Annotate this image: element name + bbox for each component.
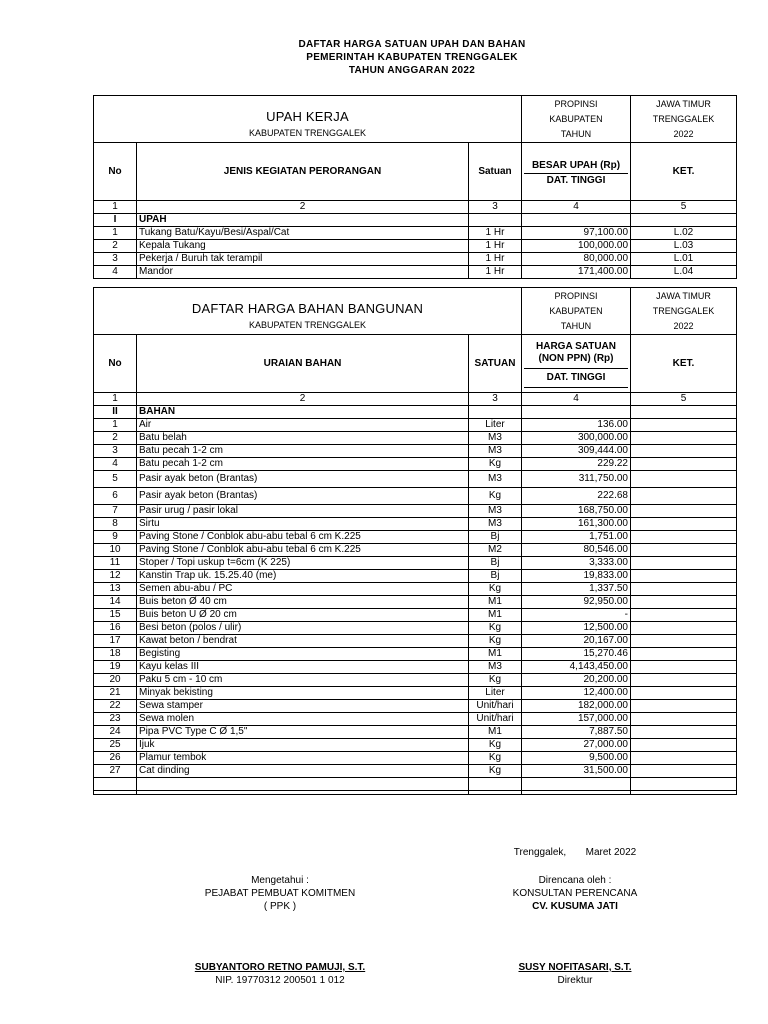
row-price: 136.00 — [522, 419, 631, 432]
row-ket — [631, 432, 737, 445]
upah-kab-value: TRENGGALEK — [652, 113, 715, 124]
bahan-title: DAFTAR HARGA BAHAN BANGUNAN — [191, 301, 424, 316]
row-unit: Unit/hari — [469, 713, 522, 726]
row-unit: Bj — [469, 570, 522, 583]
left-signature-role1: PEJABAT PEMBUAT KOMITMEN — [204, 888, 356, 899]
bahan-idx-cell: 2 — [137, 393, 469, 406]
row-ket — [631, 458, 737, 471]
left-signer-name: SUBYANTORO RETNO PAMUJI, S.T. — [194, 962, 366, 973]
right-signature-role1: KONSULTAN PERENCANA — [512, 888, 638, 899]
table-row — [94, 505, 737, 518]
row-price: 31,500.00 — [522, 765, 631, 778]
table-row — [94, 609, 737, 622]
table-row — [94, 227, 737, 240]
table-row — [94, 488, 737, 505]
row-no: 4 — [94, 458, 137, 471]
left-signature-block — [160, 874, 400, 987]
upah-col-ket: KET. — [631, 143, 737, 201]
row-unit: Kg — [469, 739, 522, 752]
row-no: 1 — [94, 227, 137, 240]
upah-subtitle: KABUPATEN TRENGGALEK — [248, 128, 367, 138]
left-signature-label: Mengetahui : — [251, 875, 309, 886]
table-row — [94, 419, 737, 432]
row-ket — [631, 739, 737, 752]
row-unit: Kg — [469, 752, 522, 765]
table-row — [94, 458, 737, 471]
doc-title-line2: PEMERINTAH KABUPATEN TRENGGALEK — [306, 52, 518, 63]
table-row — [94, 544, 737, 557]
row-name: Paving Stone / Conblok abu-abu tebal 6 cm K.225 — [137, 544, 469, 557]
upah-rows — [94, 227, 737, 279]
row-no: 25 — [94, 739, 137, 752]
row-price: 1,751.00 — [522, 531, 631, 544]
row-ket: L.04 — [631, 266, 737, 279]
row-ket — [631, 687, 737, 700]
upah-tahun-value: 2022 — [673, 128, 694, 139]
bahan-col-dat: DAT. TINGGI — [524, 368, 628, 388]
table-row — [94, 661, 737, 674]
row-ket — [631, 488, 737, 505]
row-price: 97,100.00 — [522, 227, 631, 240]
upah-col-no: No — [94, 143, 137, 201]
row-name: Ijuk — [137, 739, 469, 752]
row-unit: M3 — [469, 518, 522, 531]
bahan-col-ket: KET. — [631, 335, 737, 393]
right-signer-name: SUSY NOFITASARI, S.T. — [518, 962, 632, 973]
row-name: Kayu kelas III — [137, 661, 469, 674]
row-ket — [631, 518, 737, 531]
row-price: 229.22 — [522, 458, 631, 471]
row-unit: M3 — [469, 505, 522, 518]
upah-col-satuan: Satuan — [469, 143, 522, 201]
row-unit: Liter — [469, 419, 522, 432]
row-no: 2 — [94, 432, 137, 445]
row-no: 19 — [94, 661, 137, 674]
bahan-kab-value: TRENGGALEK — [652, 305, 715, 316]
row-ket — [631, 700, 737, 713]
row-ket — [631, 544, 737, 557]
row-price: 157,000.00 — [522, 713, 631, 726]
left-signature-role2: ( PPK ) — [263, 901, 297, 912]
row-ket — [631, 674, 737, 687]
row-unit: M1 — [469, 596, 522, 609]
row-no: 20 — [94, 674, 137, 687]
row-ket — [631, 661, 737, 674]
row-ket — [631, 713, 737, 726]
row-no: 13 — [94, 583, 137, 596]
row-name: Mandor — [137, 266, 469, 279]
row-no: 12 — [94, 570, 137, 583]
row-ket — [631, 531, 737, 544]
row-price: 168,750.00 — [522, 505, 631, 518]
bahan-section-no: II — [94, 406, 137, 419]
bahan-prov-value: JAWA TIMUR — [656, 290, 711, 301]
row-no: 21 — [94, 687, 137, 700]
upah-prov-label: PROPINSI — [554, 98, 598, 109]
row-name: Pekerja / Buruh tak terampil — [137, 253, 469, 266]
upah-col-jenis: JENIS KEGIATAN PERORANGAN — [137, 143, 469, 201]
row-name: Besi beton (polos / ulir) — [137, 622, 469, 635]
row-name: Cat dinding — [137, 765, 469, 778]
row-no: 1 — [94, 419, 137, 432]
row-name: Kawat beton / bendrat — [137, 635, 469, 648]
row-ket — [631, 726, 737, 739]
table-row — [94, 700, 737, 713]
table-row — [94, 687, 737, 700]
doc-title-line3: TAHUN ANGGARAN 2022 — [348, 65, 476, 76]
row-unit: Kg — [469, 488, 522, 505]
row-no: 18 — [94, 648, 137, 661]
row-price: 15,270.46 — [522, 648, 631, 661]
row-price: 222.68 — [522, 488, 631, 505]
bahan-closing-row — [94, 791, 737, 795]
row-price: 80,000.00 — [522, 253, 631, 266]
right-signer-title: Direktur — [557, 975, 593, 986]
table-row — [94, 557, 737, 570]
row-name: Pasir urug / pasir lokal — [137, 505, 469, 518]
row-unit: M3 — [469, 471, 522, 488]
row-price: 80,546.00 — [522, 544, 631, 557]
row-name: Plamur tembok — [137, 752, 469, 765]
table-row — [94, 752, 737, 765]
table-row — [94, 739, 737, 752]
table-row — [94, 674, 737, 687]
row-name: Pipa PVC Type C Ø 1,5" — [137, 726, 469, 739]
row-no: 2 — [94, 240, 137, 253]
upah-title: UPAH KERJA — [266, 109, 349, 124]
bahan-idx-cell: 1 — [94, 393, 137, 406]
upah-tahun-label: TAHUN — [560, 128, 592, 139]
row-ket — [631, 648, 737, 661]
bahan-subtitle: KABUPATEN TRENGGALEK — [248, 320, 367, 330]
left-signer-nip: NIP. 19770312 200501 1 012 — [215, 975, 345, 986]
row-name: Kepala Tukang — [137, 240, 469, 253]
upah-idx-cell: 5 — [631, 201, 737, 214]
row-price: 19,833.00 — [522, 570, 631, 583]
bahan-idx-cell: 3 — [469, 393, 522, 406]
row-price: - — [522, 609, 631, 622]
bahan-tahun-label: TAHUN — [560, 320, 592, 331]
row-unit: M1 — [469, 609, 522, 622]
table-row — [94, 518, 737, 531]
row-price: 1,337.50 — [522, 583, 631, 596]
bahan-rows — [94, 419, 737, 778]
row-no: 22 — [94, 700, 137, 713]
row-no: 4 — [94, 266, 137, 279]
row-unit: Bj — [469, 531, 522, 544]
bahan-idx-cell: 5 — [631, 393, 737, 406]
table-row — [94, 583, 737, 596]
table-row — [94, 765, 737, 778]
bahan-region-values — [631, 288, 737, 335]
row-unit: M3 — [469, 661, 522, 674]
table-row — [94, 713, 737, 726]
row-name: Sewa molen — [137, 713, 469, 726]
row-no: 7 — [94, 505, 137, 518]
row-ket — [631, 765, 737, 778]
row-ket: L.02 — [631, 227, 737, 240]
row-name: Kanstin Trap uk. 15.25.40 (me) — [137, 570, 469, 583]
row-price: 100,000.00 — [522, 240, 631, 253]
right-signature-label: Direncana oleh : — [538, 875, 612, 886]
row-price: 7,887.50 — [522, 726, 631, 739]
upah-section-label: UPAH — [137, 214, 469, 227]
row-unit: Bj — [469, 557, 522, 570]
row-name: Sirtu — [137, 518, 469, 531]
row-unit: Unit/hari — [469, 700, 522, 713]
row-no: 15 — [94, 609, 137, 622]
row-unit: Kg — [469, 674, 522, 687]
doc-title-line1: DAFTAR HARGA SATUAN UPAH DAN BAHAN — [298, 39, 526, 50]
row-no: 24 — [94, 726, 137, 739]
row-name: Batu pecah 1-2 cm — [137, 458, 469, 471]
row-unit: Kg — [469, 765, 522, 778]
row-unit: 1 Hr — [469, 266, 522, 279]
upah-region-labels — [522, 96, 631, 143]
table-row — [94, 726, 737, 739]
row-price: 311,750.00 — [522, 471, 631, 488]
row-no: 26 — [94, 752, 137, 765]
row-price: 309,444.00 — [522, 445, 631, 458]
table-row — [94, 471, 737, 488]
upah-idx-cell: 4 — [522, 201, 631, 214]
row-ket: L.03 — [631, 240, 737, 253]
row-name: Paku 5 cm - 10 cm — [137, 674, 469, 687]
row-name: Semen abu-abu / PC — [137, 583, 469, 596]
row-no: 27 — [94, 765, 137, 778]
row-name: Buis beton U Ø 20 cm — [137, 609, 469, 622]
bahan-prov-label: PROPINSI — [554, 290, 598, 301]
bahan-region-labels — [522, 288, 631, 335]
row-price: 3,333.00 — [522, 557, 631, 570]
row-price: 92,950.00 — [522, 596, 631, 609]
row-unit: M3 — [469, 445, 522, 458]
row-ket — [631, 609, 737, 622]
upah-col-besar-label: BESAR UPAH (Rp) — [531, 159, 621, 171]
row-ket — [631, 445, 737, 458]
table-row — [94, 648, 737, 661]
row-unit: M2 — [469, 544, 522, 557]
row-unit: M1 — [469, 726, 522, 739]
row-ket — [631, 596, 737, 609]
row-price: 171,400.00 — [522, 266, 631, 279]
row-no: 9 — [94, 531, 137, 544]
upah-title-cell — [94, 96, 522, 143]
upah-kab-label: KABUPATEN — [549, 113, 603, 124]
upah-col-besar — [522, 143, 631, 201]
row-price: 12,500.00 — [522, 622, 631, 635]
row-price: 300,000.00 — [522, 432, 631, 445]
table-row — [94, 445, 737, 458]
table-row — [94, 266, 737, 279]
row-unit: Kg — [469, 635, 522, 648]
upah-col-dat: DAT. TINGGI — [524, 173, 628, 188]
row-unit: Kg — [469, 583, 522, 596]
row-price: 182,000.00 — [522, 700, 631, 713]
table-row — [94, 240, 737, 253]
row-ket — [631, 635, 737, 648]
row-price: 20,200.00 — [522, 674, 631, 687]
row-price: 27,000.00 — [522, 739, 631, 752]
bahan-kab-label: KABUPATEN — [549, 305, 603, 316]
row-no: 5 — [94, 471, 137, 488]
bahan-col-uraian: URAIAN BAHAN — [137, 335, 469, 393]
right-signature-role2: CV. KUSUMA JATI — [532, 901, 618, 912]
row-ket — [631, 505, 737, 518]
row-name: Batu belah — [137, 432, 469, 445]
row-unit: 1 Hr — [469, 253, 522, 266]
row-unit: M3 — [469, 432, 522, 445]
table-row — [94, 432, 737, 445]
bahan-col-satuan: SATUAN — [469, 335, 522, 393]
bahan-col-harga-line2: (NON PPN) (Rp) — [538, 353, 614, 364]
upah-prov-value: JAWA TIMUR — [656, 98, 711, 109]
place-date: Trenggalek, Maret 2022 — [513, 847, 637, 858]
row-name: Batu pecah 1-2 cm — [137, 445, 469, 458]
bahan-title-cell — [94, 288, 522, 335]
row-ket: L.01 — [631, 253, 737, 266]
row-ket — [631, 583, 737, 596]
row-no: 23 — [94, 713, 137, 726]
row-no: 8 — [94, 518, 137, 531]
bahan-empty-row — [94, 778, 737, 791]
row-name: Tukang Batu/Kayu/Besi/Aspal/Cat — [137, 227, 469, 240]
row-price: 20,167.00 — [522, 635, 631, 648]
row-ket — [631, 471, 737, 488]
row-name: Stoper / Topi uskup t=6cm (K 225) — [137, 557, 469, 570]
table-row — [94, 622, 737, 635]
row-ket — [631, 622, 737, 635]
upah-region-values — [631, 96, 737, 143]
row-price: 4,143,450.00 — [522, 661, 631, 674]
row-no: 16 — [94, 622, 137, 635]
table-row — [94, 570, 737, 583]
row-price: 12,400.00 — [522, 687, 631, 700]
row-no: 10 — [94, 544, 137, 557]
row-no: 11 — [94, 557, 137, 570]
row-no: 14 — [94, 596, 137, 609]
bahan-tahun-value: 2022 — [673, 320, 694, 331]
row-price: 161,300.00 — [522, 518, 631, 531]
row-ket — [631, 557, 737, 570]
row-name: Sewa stamper — [137, 700, 469, 713]
row-unit: 1 Hr — [469, 227, 522, 240]
bahan-col-harga — [522, 335, 631, 393]
upah-idx-cell: 2 — [137, 201, 469, 214]
row-no: 3 — [94, 445, 137, 458]
table-row — [94, 596, 737, 609]
row-unit: 1 Hr — [469, 240, 522, 253]
table-row — [94, 531, 737, 544]
row-price: 9,500.00 — [522, 752, 631, 765]
upah-idx-cell: 1 — [94, 201, 137, 214]
row-ket — [631, 419, 737, 432]
bahan-col-no: No — [94, 335, 137, 393]
row-name: Begisting — [137, 648, 469, 661]
table-row — [94, 253, 737, 266]
row-unit: M1 — [469, 648, 522, 661]
table-row — [94, 635, 737, 648]
right-signature-block — [475, 874, 675, 987]
upah-section-no: I — [94, 214, 137, 227]
row-unit: Kg — [469, 622, 522, 635]
row-name: Air — [137, 419, 469, 432]
row-name: Buis beton Ø 40 cm — [137, 596, 469, 609]
row-unit: Kg — [469, 458, 522, 471]
row-name: Minyak bekisting — [137, 687, 469, 700]
row-no: 3 — [94, 253, 137, 266]
row-unit: Liter — [469, 687, 522, 700]
row-no: 17 — [94, 635, 137, 648]
row-name: Pasir ayak beton (Brantas) — [137, 471, 469, 488]
upah-table — [93, 95, 737, 279]
row-ket — [631, 752, 737, 765]
bahan-col-harga-line1: HARGA SATUAN — [536, 341, 616, 352]
row-name: Pasir ayak beton (Brantas) — [137, 488, 469, 505]
bahan-section-label: BAHAN — [137, 406, 469, 419]
upah-idx-cell: 3 — [469, 201, 522, 214]
row-ket — [631, 570, 737, 583]
row-name: Paving Stone / Conblok abu-abu tebal 6 cm K.225 — [137, 531, 469, 544]
row-no: 6 — [94, 488, 137, 505]
bahan-table — [93, 287, 737, 795]
bahan-idx-cell: 4 — [522, 393, 631, 406]
